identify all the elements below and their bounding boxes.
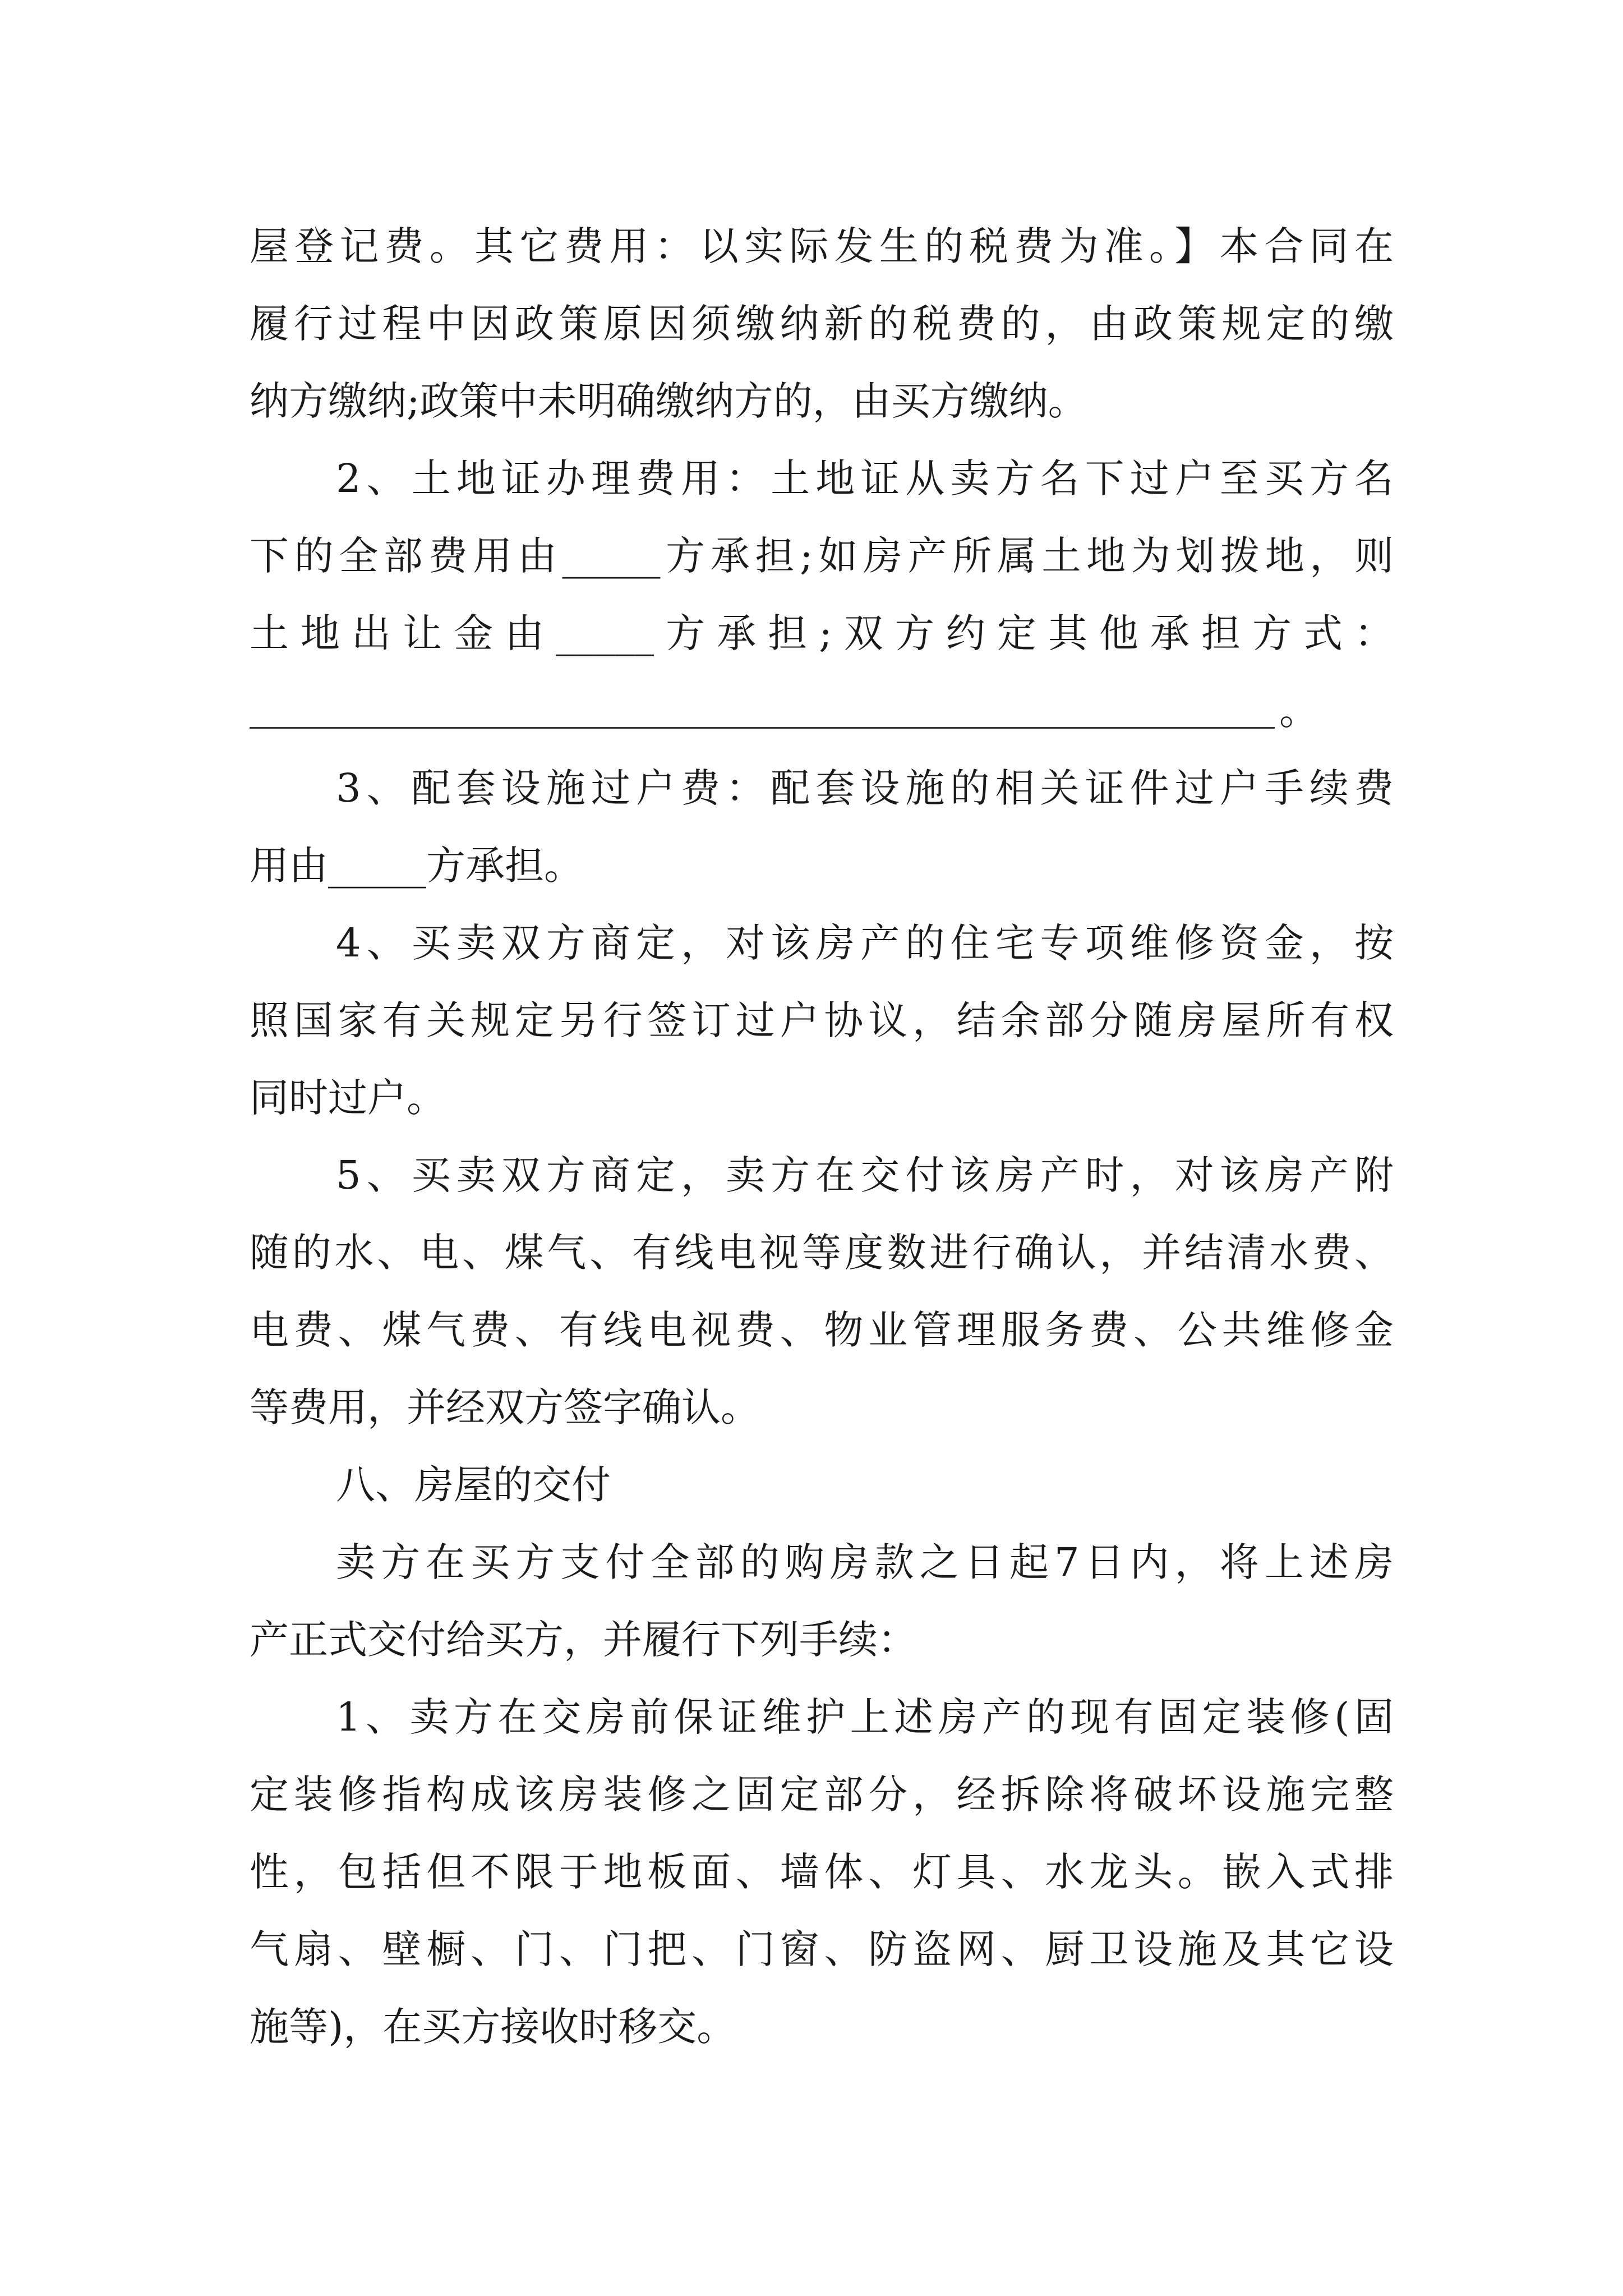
underline-blank <box>250 727 1275 729</box>
blank-fill-line <box>250 672 1394 749</box>
text-line: 定装修指构成该房装修之固定部分，经拆除将破坏设施完整 <box>250 1772 1394 1818</box>
text-line: 4、买卖双方商定，对该房产的住宅专项维修资金，按 <box>336 920 1394 966</box>
text-line: 5、买卖双方商定，卖方在交付该房产时，对该房产附 <box>336 1152 1394 1198</box>
text-line: 随的水、电、煤气、有线电视等度数进行确认，并结清水费、 <box>250 1230 1394 1276</box>
text-line: 3、配套设施过户费：配套设施的相关证件过户手续费 <box>336 765 1394 811</box>
text-line: 施等)，在买方接收时移交。 <box>250 2004 736 2050</box>
text-line: 屋登记费。其它费用：以实际发生的税费为准。】本合同在 <box>250 223 1394 269</box>
text-line: 卖方在买方支付全部的购房款之日起7日内，将上述房 <box>336 1539 1394 1585</box>
text-line: 产正式交付给买方，并履行下列手续： <box>250 1617 917 1663</box>
text-line: 等费用，并经双方签字确认。 <box>250 1384 760 1430</box>
text-line: 性，包括但不限于地板面、墙体、灯具、水龙头。嵌入式排 <box>250 1849 1394 1895</box>
document-body <box>250 208 1394 2065</box>
text-line: 用由_____方承担。 <box>250 843 583 889</box>
section-heading: 八、房屋的交付 <box>336 1462 611 1508</box>
text-line: 照国家有关规定另行签订过户协议，结余部分随房屋所有权 <box>250 997 1394 1043</box>
text-line: 土地出让金由_____方承担;双方约定其他承担方式： <box>250 610 1394 656</box>
text-line: 气扇、壁橱、门、门把、门窗、防盗网、厨卫设施及其它设 <box>250 1926 1394 1972</box>
text-line: 1、卖方在交房前保证维护上述房产的现有固定装修(固 <box>336 1694 1394 1740</box>
text-line: 下的全部费用由_____方承担;如房产所属土地为划拨地，则 <box>250 533 1394 579</box>
text-line: 2、土地证办理费用：土地证从卖方名下过户至买方名 <box>336 455 1394 501</box>
text-line: 同时过户。 <box>250 1075 446 1121</box>
blank-line-end: 。 <box>1279 688 1318 734</box>
text-line: 纳方缴纳;政策中未明确缴纳方的，由买方缴纳。 <box>250 378 1087 424</box>
text-line: 电费、煤气费、有线电视费、物业管理服务费、公共维修金 <box>250 1307 1394 1353</box>
text-line: 履行过程中因政策原因须缴纳新的税费的，由政策规定的缴 <box>250 301 1394 347</box>
